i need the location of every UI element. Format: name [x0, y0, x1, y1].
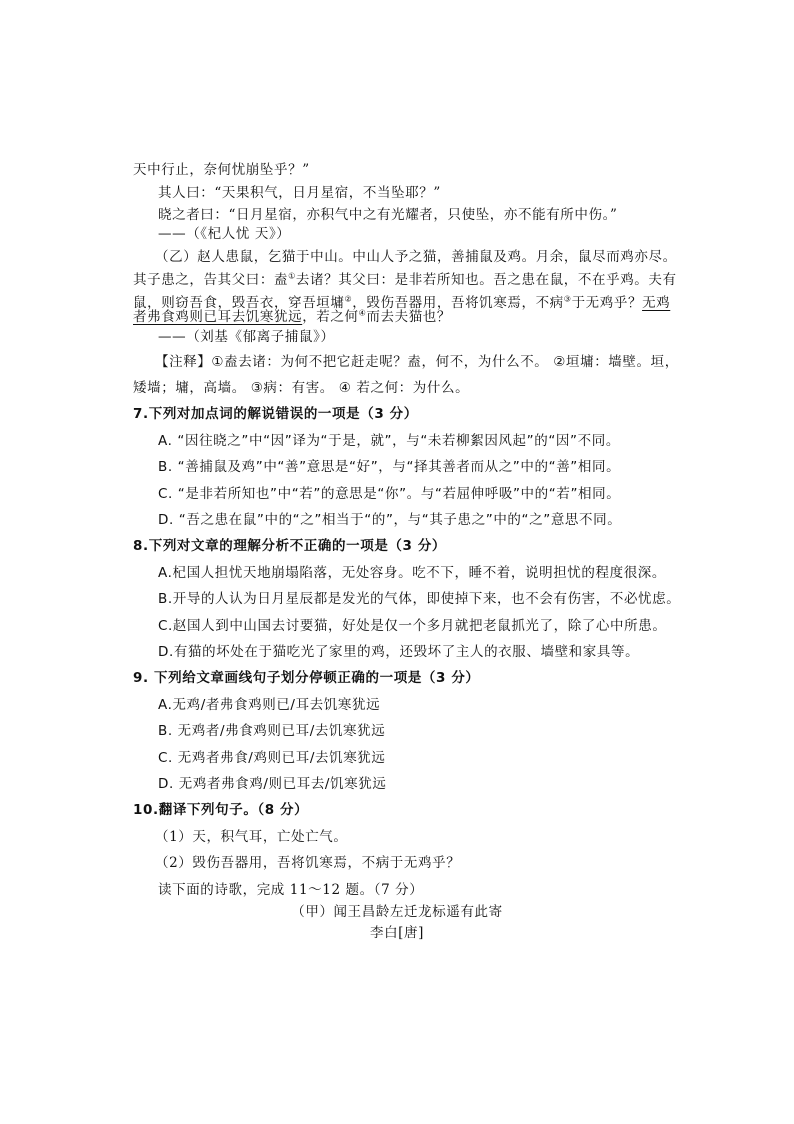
question-8-stem: 8.下列对文章的理解分析不正确的一项是（3 分）: [133, 538, 447, 554]
passage-line: 其人曰：“天果积气，日月星宿，不当坠耶？”: [158, 185, 441, 201]
q7-option-c: C. “是非若所知也”中“若”的意思是“你”。与“若屈伸呼吸”中的“若”相同。: [158, 486, 621, 502]
question-7-stem: 7.下列对加点词的解说错误的一项是（3 分）: [133, 406, 418, 422]
q8-option-b: B.开导的人认为日月星辰都是发光的气体，即使掉下来，也不会有伤害，不必忧虑。: [158, 591, 681, 607]
poem-instructions: 读下面的诗歌，完成 11～12 题。（7 分）: [158, 882, 424, 898]
notes-line: 矮墙；墉，高墙。 ③病：有害。 ④ 若之何：为什么。: [133, 380, 470, 396]
passage-line: 晓之者曰：“日月星宿，亦积气中之有光耀者，只使坠，亦不能有所中伤。”: [158, 207, 618, 223]
poem-title: （甲）闻王昌龄左迁龙标遥有此寄: [291, 904, 503, 920]
underlined-sentence: 者弗食鸡则已耳去饥寒犹远: [133, 309, 303, 325]
passage-line: 其子患之，告其父曰：盍①去诸？其父曰：是非若所知也。吾之患在鼠，不在乎鸡。夫有: [133, 271, 677, 288]
q9-option-a: A.无鸡/者弗食鸡则已/耳去饥寒犹远: [158, 697, 381, 713]
poem-author: 李白[唐]: [369, 925, 425, 941]
passage-line: 鼠，则窃吾食，毁吾衣，穿吾垣墉②，毁伤吾器用，吾将饥寒焉，不病③于无鸡乎？无鸡: [133, 294, 671, 311]
q10-sentence-2: （2）毁伤吾器用，吾将饥寒焉，不病于无鸡乎？: [155, 855, 461, 871]
q8-option-d: D.有猫的坏处在于猫吃光了家里的鸡，还毁坏了主人的衣服、墙壁和家具等。: [158, 644, 640, 660]
source-citation: ——（《杞人忧 天》）: [158, 226, 291, 242]
q9-option-c: C. 无鸡者弗食/鸡则已耳/去饥寒犹远: [158, 750, 386, 766]
passage-line: 者弗食鸡则已耳去饥寒犹远，若之何④而去夫猫也？: [133, 308, 451, 325]
question-9-stem: 9. 下列给文章画线句子划分停顿正确的一项是（3 分）: [133, 670, 480, 686]
q7-option-a: A. “因往晓之”中“因”译为“于是，就”，与“未若柳絮因风起”的“因”不同。: [158, 433, 620, 449]
q7-option-d: D. “吾之患在鼠”中的“之”相当于“的”，与“其子患之”中的“之”意思不同。: [158, 512, 622, 528]
q10-sentence-1: （1）天，积气耳，亡处亡气。: [155, 829, 348, 845]
q8-option-c: C.赵国人到中山国去讨要猫，好处是仅一个多月就把老鼠抓光了，除了心中所患。: [158, 618, 667, 634]
q7-option-b: B. “善捕鼠及鸡”中“善”意思是“好”，与“择其善者而从之”中的“善”相同。: [158, 459, 621, 475]
q9-option-b: B. 无鸡者/弗食鸡则已耳/去饥寒犹远: [158, 723, 386, 739]
underlined-sentence: 无鸡: [642, 295, 671, 311]
passage-line: 天中行止，奈何忧崩坠乎？”: [133, 162, 310, 178]
source-citation: ——（刘基《郁离子捕鼠》）: [158, 329, 335, 345]
q9-option-d: D. 无鸡者弗食鸡/则已耳去/饥寒犹远: [158, 776, 387, 792]
notes-line: 【注释】①盍去诸：为何不把它赶走呢？盍，何不，为什么不。 ②垣墉：墙壁。垣，: [155, 354, 679, 370]
q8-option-a: A.杞国人担忧天地崩塌陷落，无处容身。吃不下，睡不着，说明担忧的程度很深。: [158, 565, 666, 581]
question-10-stem: 10.翻译下列句子。（8 分）: [133, 802, 309, 818]
passage-line: （乙）赵人患鼠，乞猫于中山。中山人予之猫，善捕鼠及鸡。月余，鼠尽而鸡亦尽。: [155, 249, 677, 265]
